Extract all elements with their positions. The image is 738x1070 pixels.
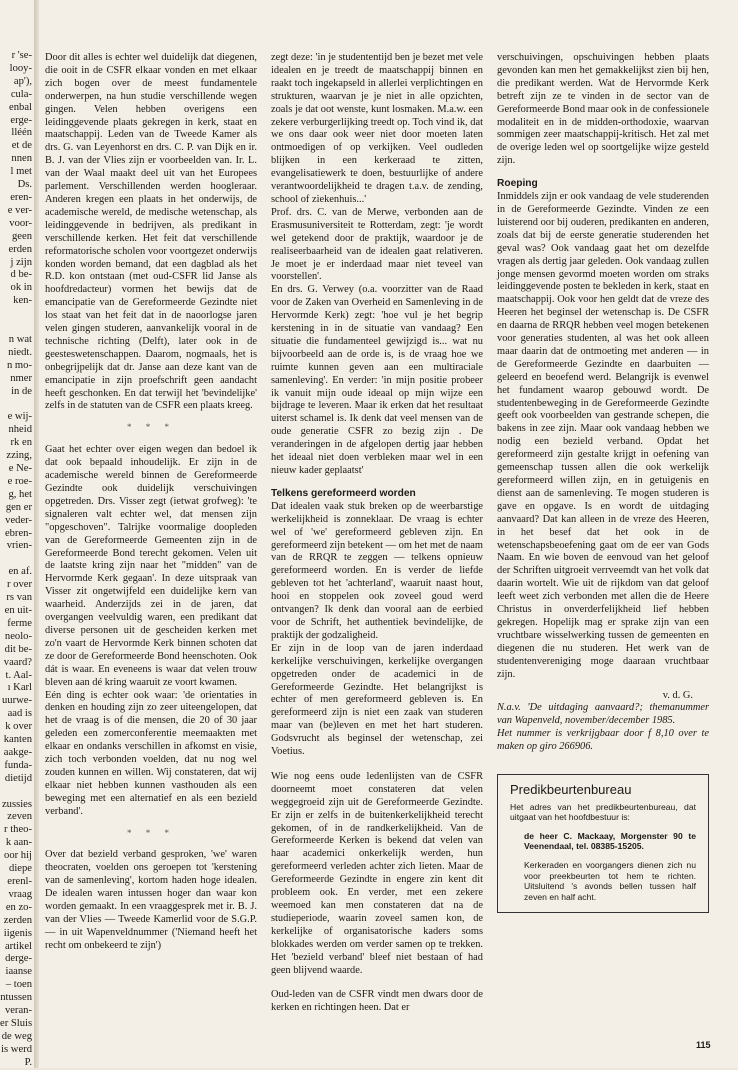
- section-heading: Roeping: [497, 178, 538, 190]
- gutter-line: voor-: [9, 217, 32, 229]
- gutter-line: iigenis: [3, 927, 32, 939]
- gutter-line: vrien-: [6, 540, 32, 552]
- gutter-line: oor hij: [4, 850, 32, 862]
- gutter-line: [0, 786, 32, 799]
- gutter-line: – toen: [5, 979, 32, 991]
- gutter-line: zeven: [7, 811, 32, 823]
- col1-paragraph-2: Gaat het echter over eigen wegen dan bedoel ik dat ook bepaald inhoudelijk. Er zijn in de academische wereld binnen de Gereformeerde Gezindte ook duidelijk verschuivingen opgetreden. Drs. Visser zegt (ietwat grofweg): 'te signaleren valt echter wel, dat mensen zijn "opgeschoven". Talrijke voormalige doopleden van de Gereformeerde Gemeenten zijn in de Gereformeerde Bond terecht gekomen. Velen uit de laatste kring zijn naar het "midden" van de Hervormde Kerk gegaan'. In deze uitspraak van Visser zit ongetwijfeld een duidelijke kern van waarheid. Anderzijds zei in de jaren, dat overgangen veelvuldig waren, een predikant dat diverse personen uit de gescheiden kerken met zo'n vaart de Hervormde Kerk binnen schoten dat ze door de Gereformeerde Bond heenschoten. Ook dát is waar. En eveneens is waar dat velen trouw bleven aan dé kring waaruit ze voort kwamen.: [45, 444, 257, 688]
- gutter-line: e ver-: [7, 204, 32, 216]
- gutter-line: aakge-: [3, 746, 32, 758]
- gutter-line: looy-: [9, 62, 32, 74]
- gutter-line: zzing,: [6, 450, 32, 462]
- gutter-line: erenl-: [7, 876, 32, 887]
- gutter-line: lléén: [11, 127, 32, 139]
- gutter-line: erge-: [10, 114, 32, 126]
- page-fold: [34, 0, 39, 1068]
- page-number: 115: [696, 1040, 711, 1050]
- gutter-line: enbal: [9, 101, 32, 113]
- gutter-line: de weg: [1, 1030, 32, 1042]
- announcement-intro: Het adres van het predikbeurtenbureau, dat uitgaat van het hoofdbestuur is:: [510, 801, 696, 823]
- gutter-line: en af.: [8, 566, 32, 578]
- announcement-details: Kerkeraden en voorgangers dienen zich nu voor preekbeurten tot hem te richten. Uitsluitend 's avonds bellen tussen half zeven en half acht.: [524, 860, 696, 902]
- gutter-line: k over: [5, 721, 32, 733]
- announcement-title: Predikbeurtenbureau: [510, 782, 632, 798]
- gutter-line: et de: [11, 140, 32, 152]
- gutter-line: is werd: [1, 1043, 32, 1055]
- gutter-line: erden: [8, 243, 32, 255]
- section-separator: * * *: [127, 422, 175, 433]
- gutter-line: e roe-: [7, 475, 32, 487]
- gutter-line: n wat: [8, 333, 32, 345]
- gutter-line: ken-: [13, 295, 32, 307]
- gutter-line: k aan-: [5, 837, 32, 849]
- col1-paragraph-3: Eén ding is echter ook waar: 'de orientaties in denken en houding zijn zo zeer uiteengelopen, dat het de vraag is of die mensen, die 20 of 30 jaar geleden een zomerconferentie meemaakten met elkaar en ondanks verschillen in afkomst en visie, zich toch verbonden voelden, dat nu nog wel zouden kunnen en willen. Wij constateren, dat wij elkaar niet hebben kunnen vasthouden als een beweging met een alternatief en als een bezield verband'.: [45, 689, 257, 817]
- gutter-line: gen er: [5, 501, 32, 513]
- gutter-line: l met: [10, 166, 32, 178]
- gutter-line: dietijd: [4, 772, 32, 784]
- gutter-line: e Ne-: [8, 463, 32, 474]
- previous-page-edge: [0, 50, 33, 1068]
- order-note: Het nummer is verkrijgbaar door f 8,10 over te maken op giro 266906.: [497, 728, 709, 753]
- column-3: [497, 52, 709, 913]
- gutter-line: [0, 398, 32, 411]
- column-1: [45, 52, 257, 953]
- col2-paragraph-3: En drs. G. Verwey (o.a. voorzitter van de Raad voor de Zaken van Overheid en Samenleving in de Hervormde Kerk) zegt: 'hoe vul je het begrip kerstening in in de situatie van vandaag? Een situatie die fundamenteel gewijzigd is... wat nu bijvoorbeeld aan de orde is, is de vraag hoe we ruimte kunnen geven aan een multiraciale samenleving'. En verder: 'in mijn positie probeer ik vanuit mijn oude ideaal op mijn wijze een bijdrage te leveren. Maar ik erken dat het resultaat uiterst schamel is. Ik denk dat veel mensen van de oude generatie CSFR zo bezig zijn . De veranderingen in de afgelopen dertig jaar hebben het ideaal niet doen verbleken maar wel in een nieuw kader geplaatst': [271, 284, 483, 476]
- gutter-line: rs van: [6, 592, 32, 604]
- gutter-line: [0, 553, 32, 566]
- gutter-line: r theo-: [4, 824, 32, 836]
- gutter-line: Ds.: [17, 179, 32, 191]
- col2-paragraph-2: Prof. drs. C. van de Merwe, verbonden aan de Erasmusuniversiteit te Rotterdam, zegt: 'je wordt wel getekend door de praktijk, waardoor je de realiseerbaarheid van de idealen gaat relativeren. Je moet je er inderdaad maar niet teveel van voorstellen'.: [271, 206, 483, 283]
- gutter-line: vaard?: [3, 656, 32, 668]
- gutter-line: iaanse: [5, 966, 32, 978]
- gutter-line: t. Aal-: [5, 669, 32, 681]
- gutter-line: neolo-: [4, 630, 32, 642]
- gutter-line: geen: [12, 230, 32, 242]
- gutter-line: veran-: [4, 1005, 32, 1017]
- gutter-line: nnen: [11, 153, 32, 165]
- gutter-line: ebren-: [4, 527, 32, 539]
- gutter-line: zerden: [3, 914, 32, 926]
- gutter-line: aad is: [7, 708, 32, 720]
- gutter-line: [0, 321, 32, 334]
- col2-paragraph-6: Wie nog eens oude ledenlijsten van de CSFR doorneemt moet constateren dat velen weggegroeid zijn uit de Gereformeerde Gezindte. Er zijn er zelfs in de buitenkerkelijkheid terecht gekomen, of in de randkerkelijkheid. Van de Gereformeerde Kerken is bekend dat velen van haar academici onkerkelijk werden, hun gereformeerd verleden achter zich lieten. Maar de Gereformeerde Gezindte in engere zin kent dit probleem ook. En verder, met een zekere weemoed kan men constateren dat na de studieperiode, waarin zoveel samen kon, de kerkelijke of organisatorische kaders soms blokkades werden om verder samen op te trekken. Het 'bezield verband' bleef niet bestaan of had geen blijvend waarde.: [271, 770, 483, 976]
- gutter-line: P.: [24, 1056, 32, 1068]
- col2-paragraph-5: Er zijn in de loop van de jaren inderdaad kerkelijke verschuivingen, kerkelijke overgangen opgetreden onder de academici in de Gereformeerde Gezindte. Het belangrijkst is echter of men gereformeerd gebleven is. En gereformeerd zijn is niet een zaak van studeren maar van (be)leven en met het hart studeren. Godsvrucht als beginsel der wetenschap, zei Voetius.: [271, 642, 483, 758]
- gutter-line: j zijn: [10, 256, 32, 268]
- gutter-line: vraag: [8, 888, 32, 900]
- col2-paragraph-4: Dat idealen vaak stuk breken op de weerbarstige werkelijkheid is zonneklaar. De vraag is echter wel of 'we' gereformeerd gebleven zijn. En gereformeerd zijn betekent — om het met de naam van de RRQR te zeggen — telkens opnieuw gereformeerd worden. En is verder de liefde gebleven tot het 'achterland', waaruit naast hout, hooi en stoppelen ook zoveel goud werd ontvangen? Ik denk dan vooral aan de eerbied voor de Schrift, het authentiek bevindelijke, de praktijk der godzaligheid.: [271, 500, 483, 641]
- source-note: N.a.v. 'De uitdaging aanvaard?; themanummer van Wapenveld, november/december 1985.: [497, 702, 709, 727]
- gutter-line: veder-: [5, 514, 32, 526]
- col3-paragraph-1: verschuivingen, opschuivingen hebben plaats gevonden kan men het gemakkelijkst zien bij hen, die predikant werden. Wat de Hervormde Kerk betreft zijn ze te vinden in de sector van de Gereformeerde Bond maar ook in de confessionele modaliteit en in de midden-orthodoxie, waarvan sommigen zeer maatschappij-kritisch. Het zal met de overige leden wel op soortgelijke wijze gesteld zijn.: [497, 52, 709, 167]
- gutter-line: dit be-: [4, 643, 32, 655]
- announcement-address: de heer C. Mackaay, Morgenster 90 te Veenendaal, tel. 08385-15205.: [524, 830, 696, 852]
- gutter-line: nmer: [10, 372, 32, 384]
- gutter-line: er Sluis: [0, 1017, 33, 1029]
- col3-paragraph-2: Inmiddels zijn er ook vandaag de vele studerenden in de Gereformeerde Gezindte. Vinden ze een luisterend oor bij ouderen, predikanten en anderen, zoals dat bij de eerste generatie studerenden het geval was? Ook vandaag gaat het om dezelfde vragen als dertig jaar geleden. Ook vandaag zullen jonge mensen gevormd moeten worden om straks leidinggevende posten te bekleden in kerk, staat en maatschappij. Ook voor hen geldt dat de vreze des Heeren het beginsel der wetenschap is. De CSFR en daarna de RRQR hebben veel mogen betekenen voor generaties studenten, al was het ook alleen maar daarin dat de ontmoeting met anderen — in de Gereformeerde Gezindte en daarbuiten — geleerd en beoefend werd. Belangrijk is evenwel het fundament waarop gebouwd wordt. De studentenbeweging in de Gereformeerde Gezindte geeft ook voorbeelden van gestrande schepen, die bakens in zee zijn. Maar ook vandaag hebben we nodig een bezield verband. Opdat het gereformeerd zijn gestalte krijgt in oefening van gemeenschap tussen allen die ook werkelijk gereformeerd willen zijn, en in getuigenis en dienst aan de samenleving. Te mogen studeren is gave en opgave. Is en wordt de uitdaging aanvaard? Dat kan alleen in de vreze des Heeren, in het besef dat het ook in de wetenschapsbeoefening gaat om de eer van Gods Naam. En wie boven de eenvoud van het geloof der Schriften uitgroeit verrveemdt van het volk dat daarin wortelt. Wie uit de rijkdom van dat geloof leeft weet zich verbonden met allen die de Heere Christus in onverderfelijkheid lief hebben gekregen. Hopelijk mag er sprake zijn van een vruchtbare wisselwerking tussen de gemeenten en diegenen die nu studeren. Het werk van de studentenvereniging moge daaraan vruchtbaar zijn.: [497, 191, 709, 680]
- gutter-line: funda-: [4, 759, 32, 771]
- gutter-line: r 'se-: [11, 50, 32, 61]
- col2-paragraph-1: zegt deze: 'in je studententijd ben je bezet met vele idealen en je treedt de maatschappij binnen en raakt toch ingekapseld in allerlei verplichtingen en strukturen, waarvan je je niet in alle opzichten, zoals je dat oot wenste, kunt losmaken. M.a.w. een zekere verburgerlijking treedt op. Toch vind ik, dat we ons daar ook weer niet door moeten laten ontmoedigen of op verkijken. Veel oudleden blijken in een kerkeraad te zitten, evangelisatiewerk te doen, bestuurlijke of andere verantwoordelijkheid te dragen t.a.v. de zending, school of ziekenhuis...': [271, 52, 483, 205]
- col1-paragraph-4: Over dat bezield verband gesproken, 'we' waren theocraten, voelden ons geroepen tot 'kerstening van de samenleving', kortom haden hoge idealen. De idealen waren intussen hoger dan waar kon worden gemaakt. In een vraaggesprek met ir. B. J. van der Vlies — Tweede Kamerlid voor de S.G.P. — in uit Wapenveldnummer ('Niemand heeft het recht om onbekeerd te zijn'): [45, 849, 257, 951]
- section-separator: * * *: [127, 827, 175, 838]
- gutter-line: ferme: [7, 617, 32, 629]
- gutter-line: in de: [11, 385, 32, 397]
- gutter-line: d be-: [10, 269, 32, 281]
- gutter-line: cula-: [10, 88, 32, 100]
- gutter-line: ntussen: [0, 992, 32, 1004]
- col1-paragraph-1: Door dit alles is echter wel duidelijk dat diegenen, die ooit in de CSFR elkaar vonden en met elkaar zich bogen over de meest fundamentele onderwerpen, na hun studie verschillende wegen gingen. Velen hebben overigens een leidinggevende plaats gekregen in kerk, staat en maatschappij. Leden van de Tweede Kamer als drs. G. van Leyenhorst en drs. C. P. van Dijk en ir. B. J. van der Vlies zijn er voorbeelden van. Ir. L. van der Waal maakt deel uit van het Europees parlement. Verschillenden werden hoogleraar. Anderen kregen een plaats in het onderwijs, de academische wereld, de medische wetenschap, als leidinggevende in bedrijven, als predikant in verschillende kerken. Het feit dat verschillende reformatorische scholen voor voortgezet onderwijs konden worden bemand, dat een dagblad als het R.D. kon ontstaan (met oud-CSFR lid Janse als hoofdredacteur) vormen het bewijs dat de emancipatie van de Gereformeerde Gezindte niet los staat van het feit dat in de naoorlogse jaren velen gingen studeren, aanvankelijk vooral in de technische richting (Delft), later ook in de geesteswetenschappen. Daarom, nogmaals, het is onbegrijpelijk dat dr. Janse aan deze kant van de emancipatie in zijn proefschrift geen aandacht heeft geschonken. En dat terwijl het 'bevindelijke' zelfs in de statuten van de CSFR een plaats kreeg.: [45, 52, 257, 412]
- announcement-box: [497, 774, 709, 913]
- gutter-line: eren-: [10, 191, 32, 203]
- column-2: [271, 52, 483, 1015]
- gutter-line: n mo-: [6, 359, 32, 371]
- author-signature: v. d. G.: [662, 689, 693, 701]
- gutter-line: [0, 308, 32, 321]
- gutter-line: e wij-: [7, 411, 32, 423]
- gutter-line: r over: [7, 579, 32, 591]
- gutter-line: zussies: [1, 798, 32, 810]
- gutter-line: ap'),: [13, 75, 32, 87]
- gutter-line: en uit-: [4, 604, 32, 616]
- gutter-line: niedt.: [8, 346, 32, 358]
- gutter-line: uurwe-: [1, 695, 32, 707]
- gutter-line: g, het: [8, 488, 32, 500]
- gutter-line: kanten: [3, 734, 32, 746]
- section-heading: Telkens gereformeerd worden: [271, 487, 416, 499]
- gutter-line: ok in: [10, 282, 32, 294]
- gutter-line: rk en: [10, 437, 32, 449]
- gutter-line: derge-: [5, 953, 32, 965]
- gutter-line: diepe: [9, 863, 32, 875]
- gutter-line: ı Karl: [7, 682, 32, 694]
- gutter-line: artikel: [4, 940, 32, 952]
- gutter-line: en zo-: [5, 901, 32, 913]
- col2-paragraph-7: Oud-leden van de CSFR vindt men dwars door de kerken en richtingen heen. Dat er: [271, 989, 483, 1014]
- gutter-line: nheid: [8, 424, 32, 436]
